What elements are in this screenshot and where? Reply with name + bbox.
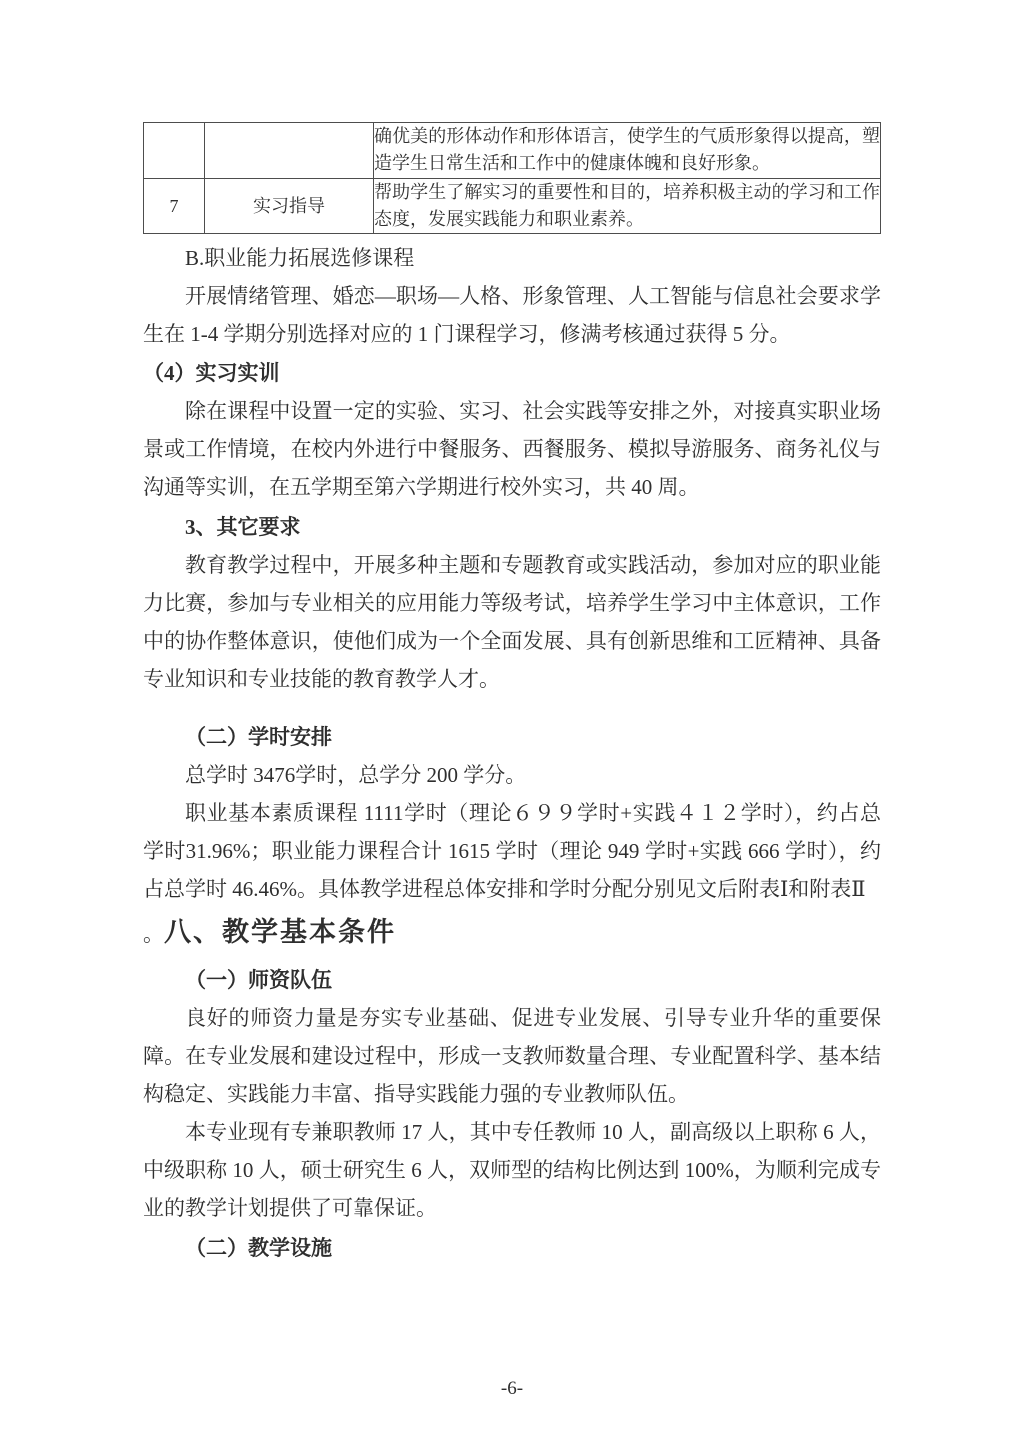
heading-internship-training: （4）实习实训 (143, 361, 280, 385)
cell-course-number: 7 (144, 179, 205, 234)
page-number: -6- (500, 1378, 524, 1399)
wrapped-period: 。 (143, 922, 164, 946)
table-row-continuation (144, 123, 881, 179)
heading-other-requirements: 3、其它要求 (185, 515, 301, 539)
heading-faculty: （一）师资队伍 (185, 968, 332, 992)
paragraph-faculty-2: 本专业现有专兼职教师 17 人，其中专任教师 10 人，副高级以上职称 6 人，中级职称 10 人，硕士研究生 6 人，双师型的结构比例达到 100%，为顺利完成专业的教学计划提供了可靠保证。 (143, 1120, 881, 1220)
chapter-heading-line (143, 908, 881, 961)
heading-teaching-facilities: （二）教学设施 (185, 1236, 332, 1260)
cell-course-description: 确优美的形体动作和形体语言，使学生的气质形象得以提高，塑造学生日常生活和工作中的健康体魄和良好形象。 (374, 123, 881, 179)
paragraph-total-hours: 总学时 3476学时，总学分 200 学分。 (185, 763, 527, 787)
paragraph-other-requirements: 教育教学过程中，开展多种主题和专题教育或实践活动，参加对应的职业能力比赛，参加与专业相关的应用能力等级考试，培养学生学习中主体意识，工作中的协作整体意识，使他们成为一个全面发展、具有创新思维和工匠精神、具备专业知识和专业技能的教育教学人才。 (143, 553, 881, 691)
paragraph-elective-courses: 开展情绪管理、婚恋—职场—人格、形象管理、人工智能与信息社会要求学生在 1-4 学期分别选择对应的 1 门课程学习，修满考核通过获得 5 分。 (143, 284, 881, 346)
document-body (143, 122, 881, 1267)
cell-course-name: 实习指导 (205, 179, 374, 234)
cell-course-description: 帮助学生了解实习的重要性和目的，培养积极主动的学习和工作态度，发展实践能力和职业素养。 (374, 179, 881, 234)
cell-course-name (205, 123, 374, 179)
chapter-heading: 八、教学基本条件 (164, 917, 396, 947)
paragraph-faculty-1: 良好的师资力量是夯实专业基础、促进专业发展、引导专业升华的重要保障。在专业发展和建设过程中，形成一支教师数量合理、专业配置科学、基本结构稳定、实践能力丰富、指导实践能力强的专业教师队伍。 (143, 1006, 881, 1106)
cell-course-number (144, 123, 205, 179)
course-table (143, 122, 881, 234)
heading-class-hours: （二）学时安排 (185, 725, 332, 749)
paragraph-internship-training: 除在课程中设置一定的实验、实习、社会实践等安排之外，对接真实职业场景或工作情境，在校内外进行中餐服务、西餐服务、模拟导游服务、商务礼仪与沟通等实训，在五学期至第六学期进行校外实习，共 40 周。 (143, 399, 881, 499)
heading-b-elective-courses: B.职业能力拓展选修课程 (185, 246, 415, 270)
table-row-7 (144, 179, 881, 234)
paragraph-hours-breakdown: 职业基本素质课程 1111学时（理论６９９学时+实践４１２学时），约占总学时31.96%；职业能力课程合计 1615 学时（理论 949 学时+实践 666 学时），约占总学时 46.46%。具体教学进程总体安排和学时分配分别见文后附表Ⅰ和附表Ⅱ (143, 801, 881, 901)
